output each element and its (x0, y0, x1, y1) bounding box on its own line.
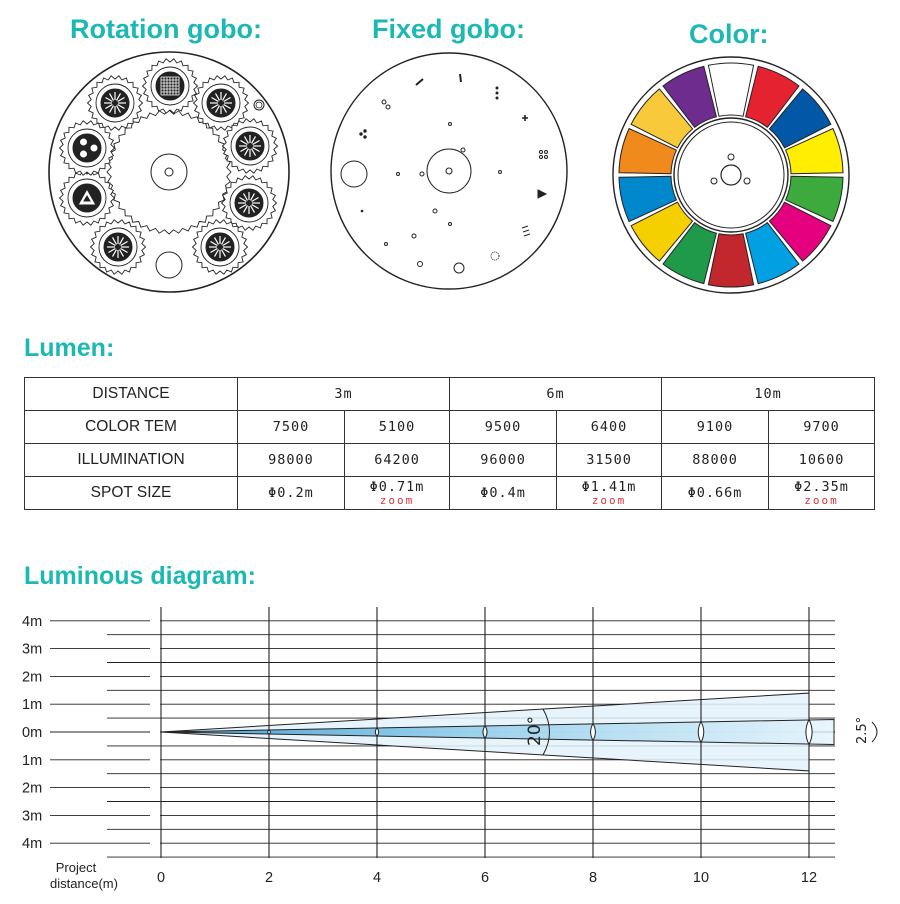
spot-lens (591, 724, 596, 741)
zoom-label: zoom (379, 494, 415, 507)
table-cell: 31500 (557, 444, 662, 477)
x-tick-label: 10 (692, 870, 710, 886)
table-cell: 5100 (345, 411, 450, 444)
gobo-wheels (0, 0, 900, 310)
table-cell: 64200 (345, 444, 450, 477)
spot-size-value: Φ0.4m (480, 484, 526, 501)
zoom-label: zoom (804, 494, 839, 507)
table-cell: 98000 (238, 444, 345, 477)
narrow-angle-label: 2.5° (855, 716, 870, 744)
narrow-angle-arc (872, 722, 877, 742)
table-cell (662, 477, 769, 510)
table-cell: 9500 (450, 411, 557, 444)
y-tick-label: 1m (22, 752, 43, 769)
lumen-heading: Lumen: (24, 334, 115, 362)
x-tick-label: 0 (156, 870, 166, 886)
wide-angle-label: 20° (525, 715, 545, 746)
table-cell (769, 477, 875, 510)
x-axis-labels (157, 870, 817, 886)
table-cell: 10600 (769, 444, 875, 477)
table-cell-label: SPOT SIZE (25, 477, 238, 510)
table-cell-label: ILLUMINATION (25, 444, 238, 477)
table-cell-label: COLOR TEM (25, 411, 238, 444)
table-cell: 6400 (557, 411, 662, 444)
x-axis-title-line2: distance(m) (50, 876, 118, 891)
table-cell: 7500 (238, 411, 345, 444)
table-cell (557, 477, 662, 510)
y-tick-label: 3m (22, 808, 43, 825)
table-cell: 9100 (662, 411, 769, 444)
color-wheel (613, 57, 849, 293)
table-cell: 88000 (662, 444, 769, 477)
y-tick-label: 3m (22, 641, 43, 658)
spot-size-value: Φ2.35m (794, 479, 849, 495)
y-tick-label: 2m (22, 669, 43, 686)
luminous-diagram (0, 595, 900, 904)
spot-size-value: Φ1.41m (581, 479, 637, 495)
spot-lens (698, 722, 704, 743)
table-cell (238, 477, 345, 510)
spot-size-value: Φ0.66m (687, 484, 743, 501)
table-row-distance (25, 378, 875, 411)
table-cell (345, 477, 450, 510)
lumen-table (24, 377, 875, 510)
spot-lens (268, 730, 271, 734)
y-tick-label: 4m (22, 613, 43, 630)
zoom-label: zoom (591, 494, 627, 507)
spot-size-value: Φ0.2m (268, 484, 314, 501)
color-heading: Color: (689, 19, 769, 49)
table-cell: 96000 (450, 444, 557, 477)
luminous-diagram-heading: Luminous diagram: (24, 562, 256, 590)
table-cell-distance-6m: 6m (450, 378, 662, 411)
table-cell (450, 477, 557, 510)
y-tick-label: 0m (22, 725, 43, 741)
table-row-illumination (25, 444, 875, 477)
fixed-gobo-wheel (331, 53, 567, 289)
x-tick-label: 12 (800, 870, 818, 886)
spot-size-value: Φ0.71m (369, 479, 425, 495)
fixed-gobo-heading: Fixed gobo: (372, 14, 525, 44)
table-cell-distance-10m: 10m (662, 378, 875, 411)
x-tick-label: 4 (372, 870, 382, 886)
rotation-gobo-heading: Rotation gobo: (70, 14, 262, 44)
x-tick-label: 2 (264, 870, 274, 886)
table-cell-distance-3m: 3m (238, 378, 450, 411)
table-row-color-tem (25, 411, 875, 444)
y-tick-label: 1m (22, 697, 43, 714)
y-tick-label: 4m (22, 836, 43, 853)
x-axis-title-line1: Project (55, 860, 97, 875)
spot-lens (375, 728, 378, 736)
x-tick-label: 6 (480, 870, 490, 886)
table-row-spot-size (25, 477, 875, 510)
spot-lens (483, 726, 487, 739)
y-tick-label: 2m (22, 780, 43, 797)
table-cell-label: DISTANCE (25, 378, 238, 411)
x-tick-label: 8 (588, 870, 598, 886)
table-cell: 9700 (769, 411, 875, 444)
rotation-gobo-wheel (49, 52, 289, 292)
y-axis-labels (22, 614, 42, 852)
